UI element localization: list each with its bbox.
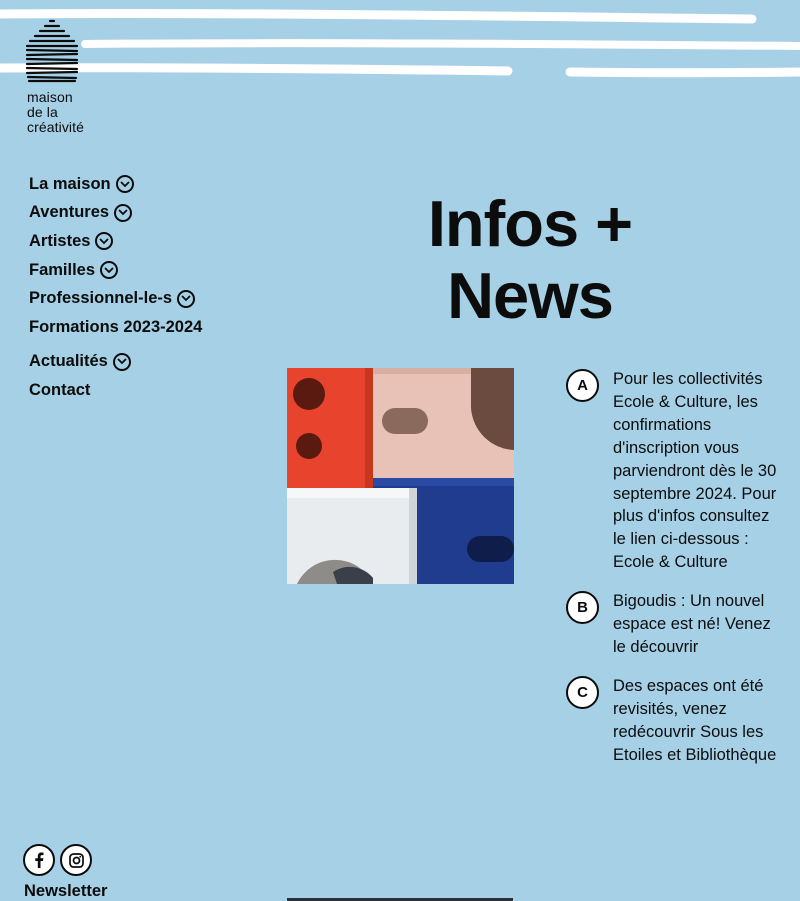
logo-line: de la — [27, 104, 58, 120]
chevron-down-icon[interactable] — [116, 175, 134, 193]
nav-item-professionnels[interactable] — [29, 284, 202, 313]
news-item-text: Des espaces ont été revisités, venez redécouvrir Sous les Etoiles et Bibliothèque — [613, 676, 777, 764]
news-letter-badge: C — [566, 676, 599, 709]
facebook-icon[interactable] — [23, 844, 55, 876]
newsletter-link[interactable]: Newsletter — [24, 882, 108, 900]
chevron-down-icon[interactable] — [114, 204, 132, 222]
nav-item-label: Professionnel-le-s — [29, 289, 173, 308]
main-nav — [29, 170, 202, 405]
instagram-icon[interactable] — [60, 844, 92, 876]
chevron-down-icon[interactable] — [100, 261, 118, 279]
page-title-line: Infos + — [427, 187, 633, 260]
news-item-a[interactable] — [566, 368, 786, 574]
page-title-line: News — [447, 259, 613, 332]
chevron-down-icon[interactable] — [113, 353, 131, 371]
nav-item-label: Familles — [29, 260, 96, 279]
nav-item-label: Formations 2023-2024 — [29, 317, 203, 336]
nav-item-actualites[interactable] — [29, 348, 202, 377]
logo-line: maison — [27, 89, 73, 105]
news-list — [566, 368, 786, 783]
news-item-c[interactable] — [566, 675, 786, 767]
nav-item-label: Actualités — [29, 352, 108, 371]
news-letter-badge: A — [566, 369, 599, 402]
nav-item-label: La maison — [29, 174, 111, 193]
logo-line: créativité — [27, 119, 85, 135]
nav-item-artistes[interactable] — [29, 227, 202, 256]
nav-item-formations[interactable] — [29, 313, 202, 342]
nav-item-la-maison[interactable] — [29, 170, 202, 199]
nav-item-contact[interactable] — [29, 376, 202, 405]
nav-item-label: Artistes — [29, 231, 91, 250]
nav-item-label: Aventures — [29, 203, 110, 222]
chevron-down-icon[interactable] — [177, 290, 195, 308]
house-logo-icon — [24, 18, 80, 84]
featured-image — [287, 368, 514, 584]
news-item-text: Pour les collectivités Ecole & Culture, les confirmations d'inscription vous parviendront dès le 30 septembre 2024. Pour plus d'infos consultez le lien ci-dessous : Ecole & Culture — [613, 370, 777, 572]
nav-item-label: Contact — [29, 380, 91, 399]
site-logo[interactable] — [24, 18, 134, 135]
nav-item-familles[interactable] — [29, 256, 202, 285]
social-links — [23, 844, 92, 876]
news-item-b[interactable] — [566, 590, 786, 659]
nav-item-aventures[interactable] — [29, 199, 202, 228]
news-letter-badge: B — [566, 591, 599, 624]
page-title — [380, 188, 680, 332]
logo-wordmark — [27, 90, 134, 135]
news-item-text: Bigoudis : Un nouvel espace est né! Venez le découvrir — [613, 592, 771, 656]
chevron-down-icon[interactable] — [95, 232, 113, 250]
